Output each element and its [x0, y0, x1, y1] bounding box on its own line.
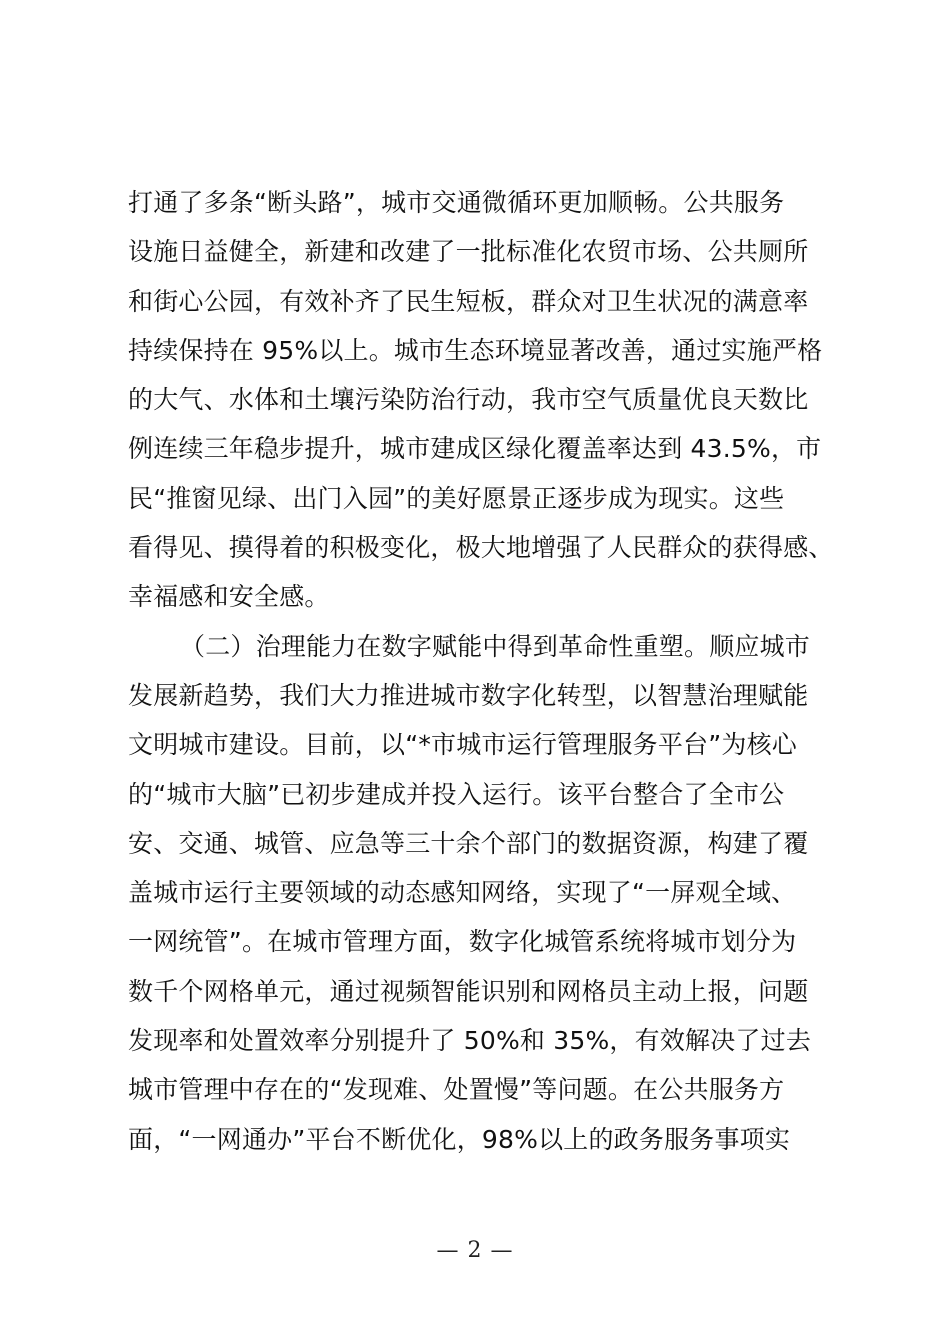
text-line: 发现率和处置效率分别提升了 50%和 35%，有效解决了过去 — [128, 1026, 812, 1056]
text-line: 和街心公园，有效补齐了民生短板，群众对卫生状况的满意率 — [128, 286, 809, 316]
body-text — [128, 178, 888, 1164]
text-line: 幸福感和安全感。 — [128, 582, 330, 612]
text-line: 看得见、摸得着的积极变化，极大地增强了人民群众的获得感、 — [128, 533, 834, 563]
text-line: 的“城市大脑”已初步建成并投入运行。该平台整合了全市公 — [128, 779, 785, 809]
text-line: 一网统管”。在城市管理方面，数字化城管系统将城市划分为 — [128, 927, 797, 957]
text-line: 文明城市建设。目前，以“*市城市运行管理服务平台”为核心 — [128, 730, 798, 760]
text-line: 民“推窗见绿、出门入园”的美好愿景正逐步成为现实。这些 — [128, 483, 785, 513]
text-line: 发展新趋势，我们大力推进城市数字化转型，以智慧治理赋能 — [128, 680, 809, 710]
text-line: 的大气、水体和土壤污染防治行动，我市空气质量优良天数比 — [128, 385, 809, 415]
text-line: 持续保持在 95%以上。城市生态环境显著改善，通过实施严格 — [128, 335, 823, 365]
text-line: 数千个网格单元，通过视频智能识别和网格员主动上报，问题 — [128, 976, 809, 1006]
text-line: 盖城市运行主要领域的动态感知网络，实现了“一屏观全域、 — [128, 878, 797, 908]
text-line: 城市管理中存在的“发现难、处置慢”等问题。在公共服务方 — [128, 1075, 785, 1105]
text-line: 打通了多条“断头路”，城市交通微循环更加顺畅。公共服务 — [128, 188, 785, 217]
text-line: 设施日益健全，新建和改建了一批标准化农贸市场、公共厕所 — [128, 237, 809, 267]
page-number: — 2 — — [436, 1238, 514, 1263]
section-heading-line: （二）治理能力在数字赋能中得到革命性重塑。顺应城市 — [180, 631, 811, 661]
text-line: 例连续三年稳步提升，城市建成区绿化覆盖率达到 43.5%，市 — [128, 434, 822, 464]
text-line: 面，“一网通办”平台不断优化，98%以上的政务服务事项实 — [128, 1124, 791, 1154]
text-line: 安、交通、城管、应急等三十余个部门的数据资源，构建了覆 — [128, 828, 809, 858]
